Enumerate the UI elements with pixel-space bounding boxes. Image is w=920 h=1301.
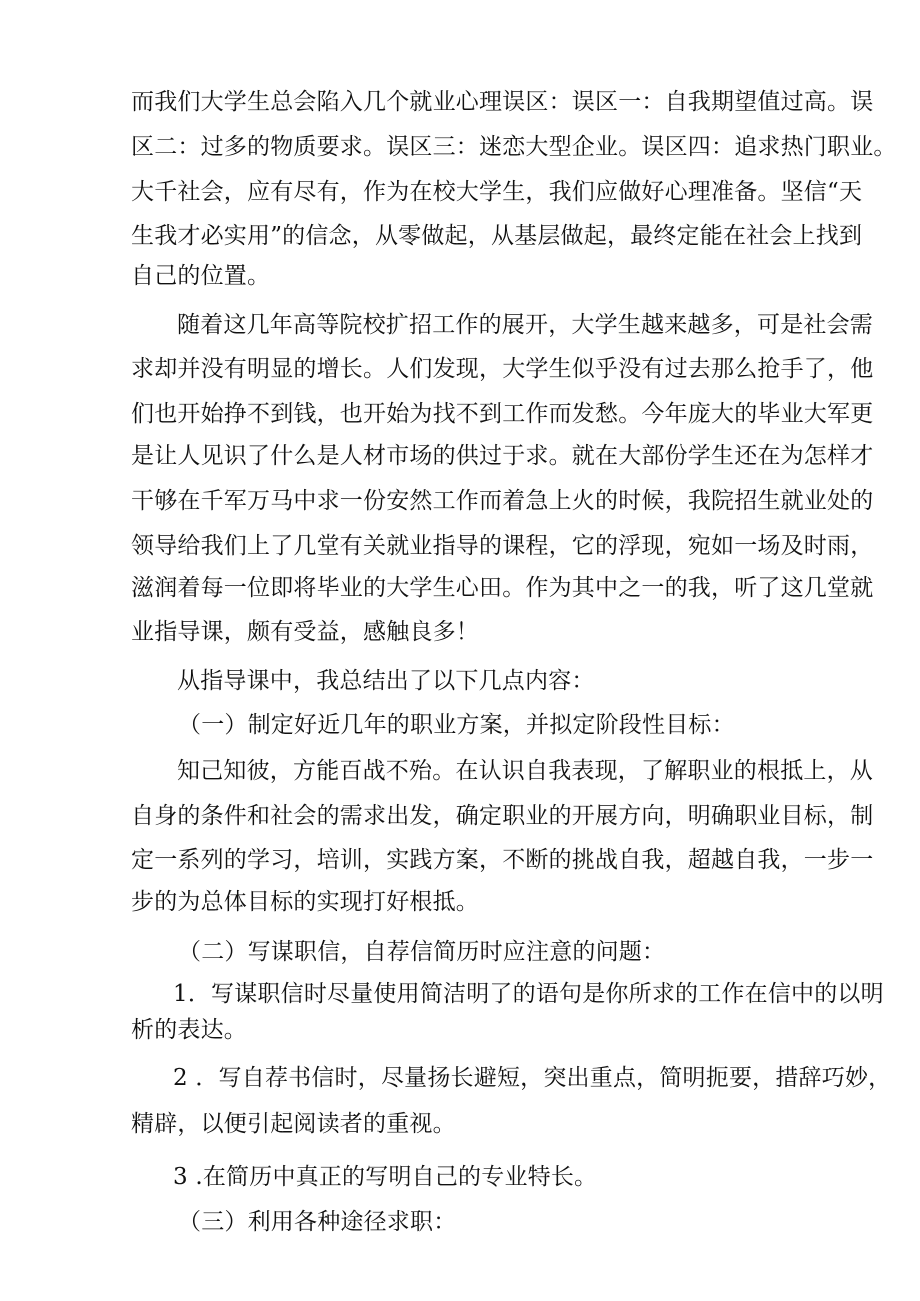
paragraph-2-line-6: 领导给我们上了几堂有关就业指导的课程，它的浮现，宛如一场及时雨， (131, 533, 874, 559)
paragraph-1-line-2: 区二：过多的物质要求。误区三：迷恋大型企业。误区四：追求热门职业。 (131, 134, 897, 160)
list-item-1-line-2: 析的表达。 (131, 1017, 247, 1043)
list-item-3: 3 .在简历中真正的写明自己的专业特长。 (173, 1164, 598, 1190)
section-heading-1: （一）制定好近几年的职业方案，并拟定阶段性目标： (178, 712, 735, 738)
paragraph-2-line-2: 求却并没有明显的增长。人们发现，大学生似乎没有过去那么抢手了，他 (131, 356, 874, 382)
list-item-2-line-2: 精辟，以便引起阅读者的重视。 (131, 1111, 456, 1137)
paragraph-4-line-4: 步的为总体目标的实现打好根抵。 (131, 889, 479, 915)
paragraph-2-line-3: 们也开始挣不到钱，也开始为找不到工作而发愁。今年庞大的毕业大军更 (131, 401, 874, 427)
paragraph-2-line-5: 干够在千军万马中求一份安然工作而着急上火的时候，我院招生就业处的 (131, 488, 874, 514)
list-item-2-line-1: 2 ．写自荐书信时，尽量扬长避短，突出重点，简明扼要，措辞巧妙， (173, 1065, 892, 1091)
paragraph-1-line-3: 大千社会，应有尽有，作为在校大学生，我们应做好心理准备。坚信“天 (131, 179, 863, 205)
paragraph-2-line-8: 业指导课，颇有受益，感触良多！ (131, 619, 479, 645)
section-heading-3: （三）利用各种途径求职： (178, 1209, 457, 1235)
paragraph-2-line-1: 随着这几年高等院校扩招工作的展开，大学生越来越多，可是社会需 (177, 312, 873, 338)
section-heading-2: （二）写谋职信，自荐信简历时应注意的问题： (178, 939, 666, 965)
paragraph-1-line-1: 而我们大学生总会陷入几个就业心理误区：误区一：自我期望值过高。误 (131, 89, 874, 115)
paragraph-1-line-5: 自己的位置。 (131, 263, 271, 289)
paragraph-4-line-2: 自身的条件和社会的需求出发，确定职业的开展方向，明确职业目标，制 (131, 803, 874, 829)
paragraph-3: 从指导课中，我总结出了以下几点内容： (177, 668, 595, 694)
paragraph-4-line-3: 定一系列的学习，培训，实践方案，不断的挑战自我，超越自我，一步一 (131, 847, 874, 873)
paragraph-2-line-4: 是让人见识了什么是人材市场的供过于求。就在大部份学生还在为怎样才 (131, 443, 874, 469)
paragraph-2-line-7: 滋润着每一位即将毕业的大学生心田。作为其中之一的我，听了这几堂就 (131, 575, 874, 601)
list-item-1-line-1: 1．写谋职信时尽量使用简洁明了的语句是你所求的工作在信中的以明 (173, 981, 884, 1007)
paragraph-4-line-1: 知己知彼，方能百战不殆。在认识自我表现，了解职业的根抵上，从 (177, 758, 873, 784)
paragraph-1-line-4: 生我才必实用”的信念，从零做起，从基层做起，最终定能在社会上找到 (131, 223, 863, 249)
